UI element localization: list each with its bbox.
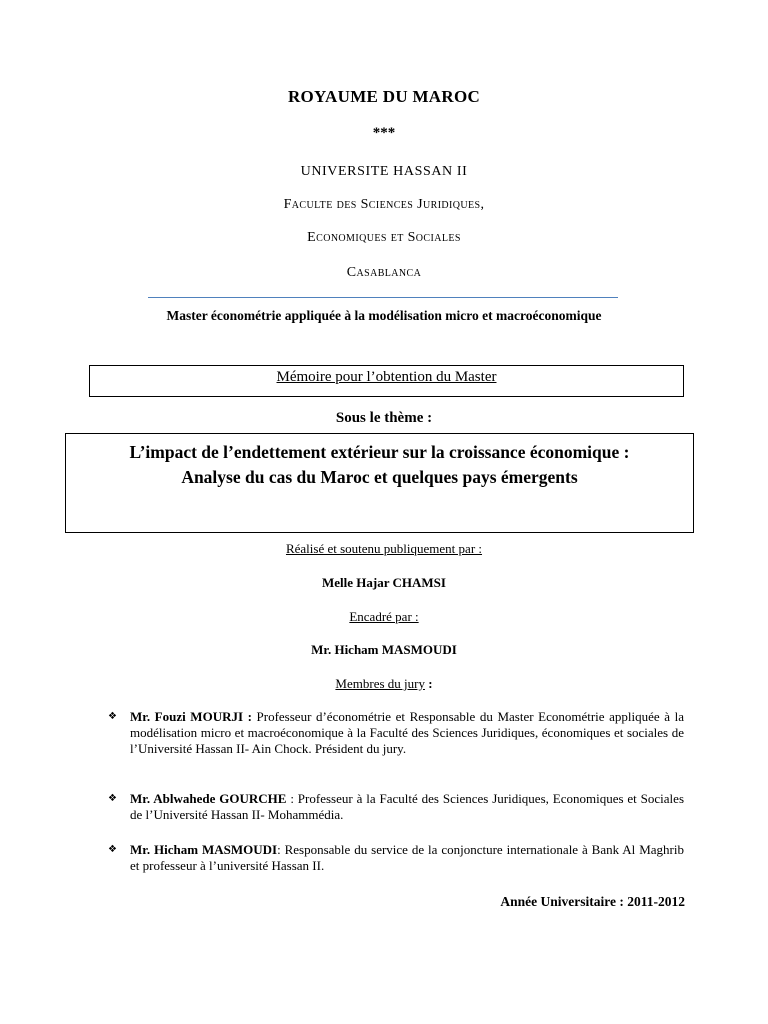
supervisor-name: Mr. Hicham MASMOUDI	[311, 642, 457, 657]
jury-member-name: Mr. Hicham MASMOUDI	[130, 842, 278, 857]
faculty-line-2: Economiques et Sociales	[307, 230, 461, 245]
jury-member	[108, 791, 684, 823]
author-name: Melle Hajar CHAMSI	[322, 575, 446, 590]
jury-colon: :	[424, 676, 433, 691]
encadre-label: Encadré par :	[349, 609, 419, 624]
memoire-box	[89, 365, 684, 397]
jury-member-name: Mr. Fouzi MOURJI :	[130, 709, 252, 724]
jury-member	[108, 709, 684, 757]
jury-label: Membres du jury	[335, 676, 425, 691]
master-program: Master économétrie appliquée à la modélisation micro et macroéconomique	[166, 308, 602, 323]
memoire-label: Mémoire pour l’obtention du Master	[276, 369, 497, 385]
jury-heading	[0, 676, 768, 692]
university-name: UNIVERSITE HASSAN II	[300, 164, 468, 179]
jury-member	[108, 842, 684, 874]
thesis-title-line-1: L’impact de l’endettement extérieur sur la croissance économique :	[129, 442, 630, 462]
thesis-title-box	[65, 433, 694, 533]
diamond-bullet-icon: ❖	[108, 793, 117, 804]
faculty-line-1: Faculte des Sciences Juridiques,	[283, 197, 485, 212]
thesis-title-line-2: Analyse du cas du Maroc et quelques pays émergents	[181, 467, 578, 487]
jury-member-description: Professeur d’économétrie et Responsable du Master Econométrie appliquée à la modélisation micro et macroéconomique à la Faculté des Sciences Juridiques, économiques et sociales de l’Université Hassan II- Ain Chock. Président du jury.	[130, 709, 684, 756]
academic-year: Année Universitaire : 2011-2012	[500, 894, 685, 909]
country-heading: ROYAUME DU MAROC	[287, 87, 481, 106]
jury-member-description: : Professeur à la Faculté des Sciences Juridiques, Economiques et Sociales de l’Université Hassan II- Mohammédia.	[130, 791, 685, 822]
city: Casablanca	[346, 265, 422, 280]
divider-line	[148, 297, 618, 298]
jury-member-name: Mr. Ablwahede GOURCHE	[130, 791, 287, 806]
jury-member-description: : Responsable du service de la conjoncture internationale à Bank Al Maghrib et professeur à l’université Hassan II.	[130, 842, 684, 873]
diamond-bullet-icon: ❖	[108, 711, 117, 722]
theme-label: Sous le thème :	[335, 410, 433, 426]
realise-label: Réalisé et soutenu publiquement par :	[285, 541, 483, 556]
diamond-bullet-icon: ❖	[108, 844, 117, 855]
separator: ***	[372, 125, 396, 141]
